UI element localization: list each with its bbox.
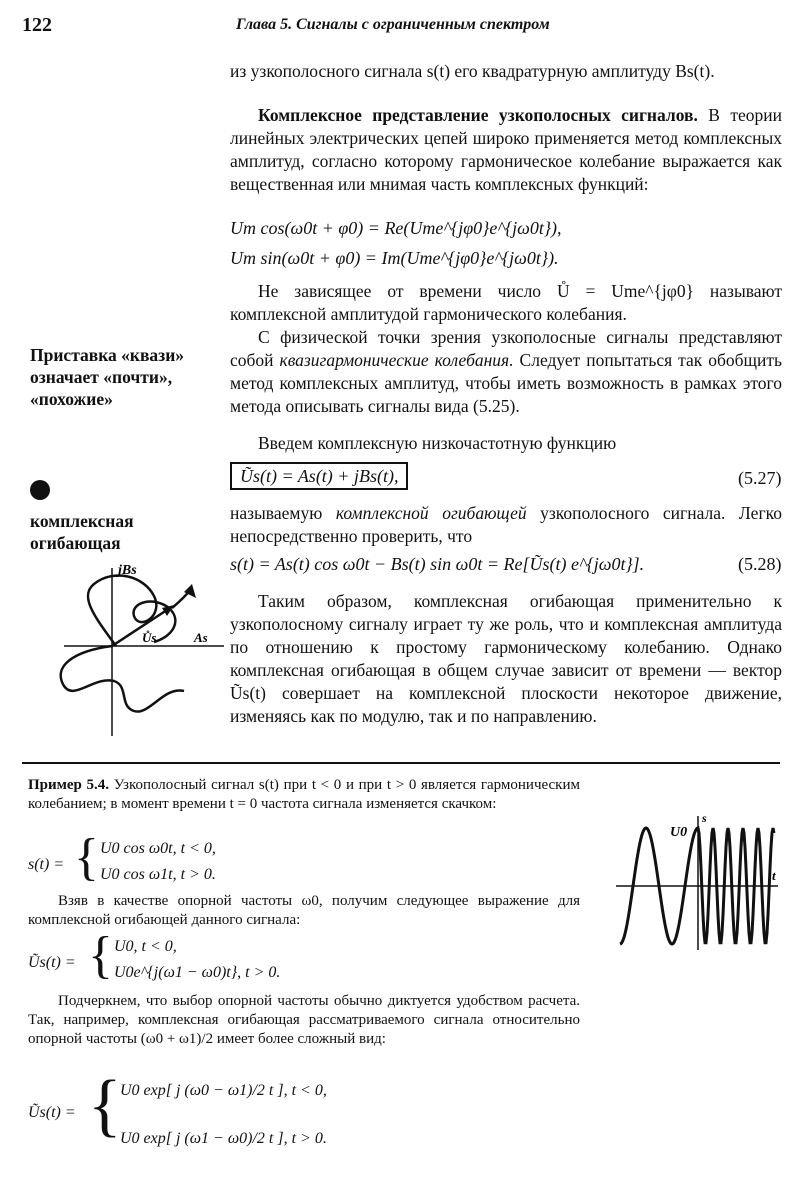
- paragraph-6: [230, 502, 782, 548]
- equation-sin: Um sin(ω0t + φ0) = Im(Ume^{jφ0}e^{jω0t}).: [230, 248, 559, 268]
- brace-icon: {: [74, 829, 99, 886]
- paragraph-2-text: В теории линейных электрических цепей широко применяется метод комплексных амплитуд, согласно которому гармоническое колебание выражается как вещественная или мнимая часть комплексных функций:: [230, 105, 782, 194]
- eq-s-case-2: U0 cos ω1t, t > 0.: [100, 866, 216, 883]
- eq-s-lhs: s(t) =: [28, 856, 65, 873]
- example-text-1: Узкополосный сигнал s(t) при t < 0 и при t > 0 является гармоническим колебанием; в момент времени t = 0 частота сигнала изменяется скачком:: [28, 777, 580, 812]
- eq-u-case-1: U0, t < 0,: [114, 938, 177, 955]
- label-s: s: [702, 811, 707, 825]
- example-text-3: Подчеркнем, что выбор опорной частоты обычно диктуется удобством расчета. Так, например, комплексная огибающая рассматриваемого сигнала относительно опорной частоты (ω0 + ω1)/2 имеет более сложный вид:: [28, 993, 580, 1047]
- equation-5-27: [230, 466, 408, 487]
- label-t: t: [772, 868, 776, 883]
- trajectory-curve-lower: [61, 646, 184, 712]
- signal-plot: [606, 810, 786, 955]
- label-Us: Ůs: [142, 630, 157, 645]
- trajectory-curve-upper: [88, 575, 175, 646]
- equation-5-27-number: (5.27): [738, 468, 782, 488]
- paragraph-7: Таким образом, комплексная огибающая применительно к узкополосному сигналу играет ту же роль, что и комплексная амплитуда по отношению к простому гармоническому колебанию. Однако комплексная огибающая в общем случае зависит от времени — вектор Ũs(t) совершает на комплексной плоскости некоторое движение, изменяясь как по модулю, так и по направлению.: [230, 591, 782, 726]
- label-As: As: [194, 630, 208, 645]
- example-text-2: Взяв в качестве опорной частоты ω0, получим следующее выражение для комплексной огибающей данного сигнала:: [28, 893, 580, 928]
- paragraph-4-italic: квазигармонические колебания.: [279, 350, 514, 370]
- eq-u-case-2: U0e^{j(ω1 − ω0)t}, t > 0.: [114, 964, 281, 981]
- bullet-icon: [30, 480, 50, 500]
- equation-cos: Um cos(ω0t + φ0) = Re(Ume^{jφ0}e^{jω0t}),: [230, 218, 562, 238]
- equation-5-28: s(t) = As(t) cos ω0t − Bs(t) sin ω0t = Re[Ũs(t) e^{jω0t}].: [230, 554, 645, 574]
- paragraph-3: Не зависящее от времени число Ů = Ume^{jφ0} называют комплексной амплитудой гармонического колебания.: [230, 281, 782, 324]
- example-intro: [28, 776, 580, 814]
- paragraph-5: Введем комплексную низкочастотную функцию: [258, 433, 617, 453]
- eq-v-case-2: U0 exp[ j (ω1 − ω0)/2 t ], t > 0.: [120, 1130, 327, 1147]
- page-number: 122: [22, 14, 52, 36]
- complex-envelope-figure: [34, 556, 234, 746]
- label-U0: U0: [670, 825, 688, 840]
- brace-icon: {: [88, 1067, 122, 1144]
- paragraph-2: [230, 104, 782, 196]
- example-title: Пример 5.4.: [28, 777, 110, 793]
- eq-v-case-1: U0 exp[ j (ω0 − ω1)/2 t ], t < 0,: [120, 1082, 327, 1099]
- paragraph-6-text-b: узкополосного сигнала. Легко непосредственно проверить, что: [230, 503, 782, 546]
- paragraph-4-text-b: Следует попытаться так обобщить метод комплексных амплитуд, чтобы иметь возможность в рамках этого метода описывать сигналы вида (5.25).: [230, 350, 782, 416]
- brace-icon: {: [88, 927, 113, 984]
- margin-term: комплексная огибающая: [30, 511, 134, 553]
- equation-5-27-box: Ũs(t) = As(t) + jBs(t),: [230, 462, 408, 490]
- chapter-title: Глава 5. Сигналы с ограниченным спектром: [236, 16, 550, 33]
- paragraph-2-title: Комплексное представление узкополосных сигналов.: [258, 105, 698, 125]
- margin-note: Приставка «квази» означает «почти», «похожие»: [30, 345, 185, 409]
- paragraph-1: из узкополосного сигнала s(t) его квадратурную амплитуду Bs(t).: [230, 61, 715, 81]
- paragraph-4-text-a: С физической точки зрения узкополосные сигналы представляют собой: [230, 327, 782, 370]
- paragraph-4: [230, 326, 782, 418]
- eq-v-lhs: Ũs(t) =: [28, 1104, 76, 1121]
- equation-5-28-number: (5.28): [738, 554, 782, 574]
- eq-s-case-1: U0 cos ω0t, t < 0,: [100, 840, 216, 857]
- paragraph-6-italic: комплексной огибающей: [335, 503, 527, 523]
- paragraph-6-text-a: называемую: [230, 503, 336, 523]
- eq-u-lhs: Ũs(t) =: [28, 954, 76, 971]
- label-jBs: jBs: [118, 563, 137, 578]
- example-separator: [22, 762, 780, 764]
